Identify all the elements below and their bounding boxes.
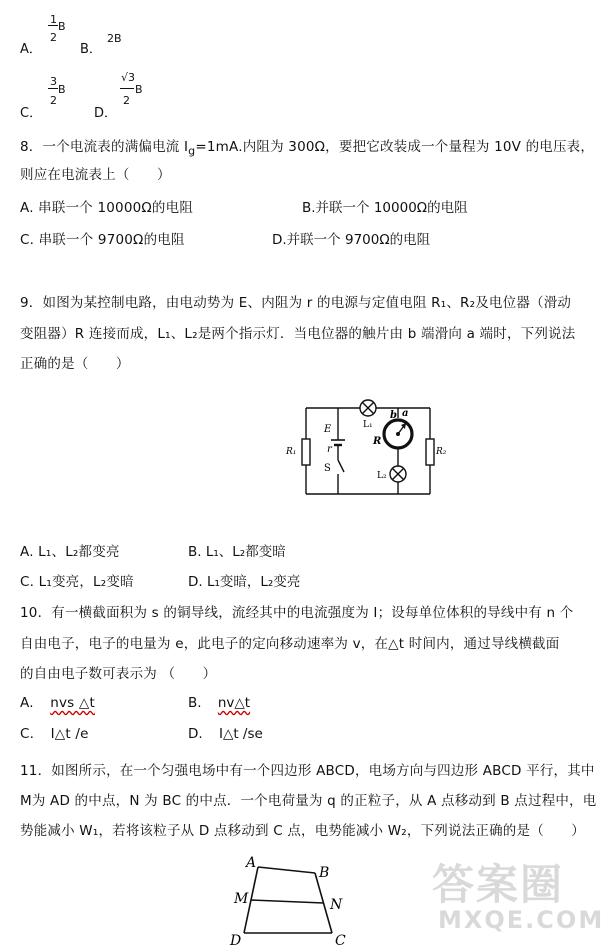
q9-stem-line2: 变阻器）R 连接而成，L₁、L₂是两个指示灯．当电位器的触片由 b 端滑向 a 端时，下列说法 [20,326,576,342]
q10-option-c-text: I△t /e [50,726,89,742]
q9-fig-label-r: r [327,444,332,455]
q7-fraction-bar-a [48,25,58,26]
q9-option-a: A. L₁、L₂都变亮 [20,544,120,560]
q7-option-d-b: B [135,83,143,96]
q7-option-c-label: C． [20,106,43,121]
q8-option-d: D.并联一个 9700Ω的电阻 [272,232,431,248]
q11-fig-label-N: N [330,897,343,913]
q10-option-c-label: C. [20,726,35,742]
q11-fig-label-A: A [246,855,257,871]
q7-option-a-b: B [58,20,66,33]
q11-stem-line3: 势能减小 W₁，若将该粒子从 D 点移动到 C 点，电势能减小 W₂，下列说法正确的是（ ） [20,823,585,839]
q10-option-a [20,695,95,711]
q9-fig-label-R1: R₁ [286,447,297,457]
q7-fraction-bar-c [48,88,58,89]
q7-option-b-value: 2B [107,32,122,45]
q10-option-d-label: D. [188,726,203,742]
q10-option-b-text: nv△t [217,695,251,711]
q9-fig-label-L1: L₁ [363,420,373,430]
q9-circuit-diagram [280,396,450,500]
q9-stem-line3: 正确的是（ ） [20,356,130,372]
q8-sub-g: g [188,144,196,158]
q7-fraction-bar-d [120,88,134,89]
q9-fig-label-R2: R₂ [436,447,447,457]
q8-stem-line1 [20,135,594,158]
q9-fig-label-S: S [324,463,331,474]
watermark-text-cn: 答案圈 [432,860,565,909]
q7-option-c-den: 2 [50,94,57,107]
q8-stem-line1-rest: =1mA.内阻为 300Ω，要把它改装成一个量程为 10V 的电压表， [195,139,595,155]
q7-option-c-num: 3 [50,75,57,88]
q11-fig-label-M: M [234,891,249,907]
q11-quadrilateral-diagram [222,853,362,947]
q9-option-b: B. L₁、L₂都变暗 [188,544,286,560]
q8-stem-line2: 则应在电流表上（ ） [20,167,171,183]
q11-fig-label-B: B [319,865,330,881]
watermark-text-url: MXQE.COM [438,906,605,934]
q11-fig-label-C: C [335,933,346,947]
q9-option-d: D. L₁变暗，L₂变亮 [188,574,301,590]
q10-option-b-label: B. [188,695,202,711]
q10-option-d [188,726,263,742]
q10-stem-line1: 10．有一横截面积为 s 的铜导线，流经其中的电流强度为 I；设每单位体积的导线中有 n 个 [20,605,574,621]
q9-fig-label-b: b [390,410,397,421]
q8-option-c: C. 串联一个 9700Ω的电阻 [20,232,185,248]
q9-stem-line1: 9．如图为某控制电路，由电动势为 E、内阻为 r 的电源与定值电阻 R₁、R₂及电位器（滑动 [20,295,572,311]
q8-stem-line1-start: 8．一个电流表的满偏电流 I [20,139,189,155]
q10-stem-line2: 自由电子，电子的电量为 e，此电子的定向移动速率为 v，在△t 时间内，通过导线横截面 [20,636,560,652]
q10-option-c [20,726,89,742]
q8-option-b: B.并联一个 10000Ω的电阻 [302,200,468,216]
q7-option-a-num: 1 [50,13,57,26]
q10-option-a-label: A. [20,695,34,711]
q11-fig-label-D: D [230,933,242,947]
q9-fig-label-L2: L₂ [377,471,387,481]
q7-option-d-den: 2 [123,94,130,107]
q8-option-a: A. 串联一个 10000Ω的电阻 [20,200,194,216]
q9-fig-label-a: a [402,408,409,419]
q11-stem-line1: 11．如图所示，在一个匀强电场中有一个四边形 ABCD，电场方向与四边形 ABCD 平行，其中 [20,763,595,779]
q7-option-a-label: A． [20,42,42,57]
q10-option-b [188,695,250,711]
q9-fig-label-E: E [324,424,332,435]
q11-stem-line2: M为 AD 的中点，N 为 BC 的中点．一个电荷量为 q 的正粒子，从 A 点移动到 B 点过程中，电 [20,793,597,809]
q7-option-c-b: B [58,83,66,96]
q7-option-a-den: 2 [50,31,57,44]
q10-stem-line3: 的自由电子数可表示为 （ ） [20,666,217,682]
q7-option-b-label: B． [80,42,102,57]
q7-option-d-label: D． [94,106,118,121]
q9-option-c: C. L₁变亮，L₂变暗 [20,574,134,590]
watermark [432,852,605,944]
q9-fig-label-R: R [373,436,382,447]
q7-option-d-num: √3 [121,71,136,84]
q10-option-d-text: I△t /se [218,726,263,742]
q10-option-a-text: nvs △t [50,695,95,711]
